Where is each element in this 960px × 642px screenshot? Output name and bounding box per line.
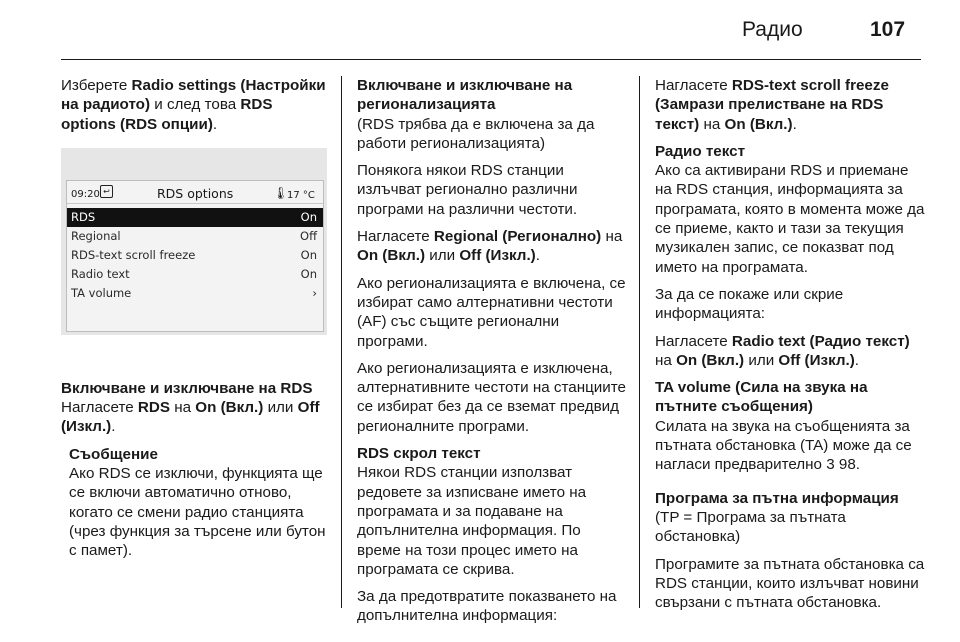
column-divider-1 [341, 76, 342, 608]
header-rule [61, 59, 921, 60]
rds-scroll-text: Някои RDS станции използват редовете за изписване името на програмата и за подаване на допълнителна информация. По време на този процес името на програмата се скрива. [357, 464, 587, 578]
scroll-freeze-paragraph: Нагласете RDS-text scroll freeze (Замрази прелистване на RDS текст) на On (Вкл.). [655, 77, 889, 133]
tp-paragraph: Програмите за пътната обстановка са RDS станции, които излъчват новини свързани с пътната обстановка. [655, 555, 925, 612]
section-heading-rds-toggle: Включване и изключване на RDS [61, 379, 313, 397]
column-divider-2 [639, 76, 640, 608]
rds-options-screenshot [61, 148, 327, 335]
option-row-radio-text: Radio text On [71, 266, 317, 281]
section-heading-ta-volume: TA volume (Сила на звука на пътните съобщения) [655, 379, 868, 416]
screen-status-bar [67, 181, 323, 204]
regional-prerequisite: (RDS трябва да е включена за да работи регионализацията) [357, 115, 595, 152]
page-reference-link[interactable]: 3 98. [826, 456, 860, 474]
rds-scroll-paragraph: За да предотвратите показването на допълнителна информация: [357, 588, 617, 625]
option-row-rds: RDS On [67, 208, 323, 227]
back-icon: ↩ [100, 185, 113, 198]
column-2 [357, 76, 627, 634]
screen-time: 09:20 [71, 188, 100, 200]
radio-text-description: Ако са активирани RDS и приемане на RDS станция, информацията за програмата, която в момента може да се приеме, както и тази за текущия музикален запис, се показват под името на програмата. [655, 162, 925, 276]
screen-title: RDS options [157, 185, 234, 201]
regional-paragraph-4: Ако регионализацията е изключена, алтернативните честоти на станциите се избират без да се вземат предвид регионалните програми. [357, 359, 626, 435]
ta-volume-text: Силата на звука на съобщенията за пътната обстановка (TA) може да се нагласи предварително 3 98. [655, 417, 912, 474]
screen-temperature: 17 °C [287, 189, 315, 201]
column-1 [61, 76, 327, 561]
radio-text-paragraph-1: За да се покаже или скрие информацията: [655, 285, 844, 323]
option-row-scroll-freeze: RDS-text scroll freeze On [71, 247, 317, 262]
option-row-ta-volume: TA volume › [71, 285, 317, 300]
regional-paragraph-2: Нагласете Regional (Регионално) на On (Вкл.) или Off (Изкл.). [357, 228, 623, 265]
display-screen [66, 180, 324, 332]
intro-paragraph: Изберете Radio settings (Настройки на радиото) и след това RDS options (RDS опции). [61, 77, 326, 133]
regional-paragraph-1: Понякога някои RDS станции излъчват регионално различни програми на различни честоти. [357, 162, 578, 218]
note-text: Ако RDS се изключи, функцията ще се включи автоматично отново, когато се смени радио станцията (чрез функция за търсене или бутон с памет). [69, 465, 326, 560]
tp-definition: (TP = Програма за пътната обстановка) [655, 508, 846, 546]
section-heading-regional: Включване и изключване на регионализацията [357, 77, 573, 114]
section-heading-rds-scroll: RDS скрол текст [357, 445, 481, 463]
rds-toggle-paragraph: Нагласете RDS на On (Вкл.) или Off (Изкл.). [61, 399, 320, 436]
regional-paragraph-3: Ако регионализацията е включена, се избират само алтернативни честоти (AF) със същите регионални програми. [357, 274, 626, 350]
column-3 [655, 76, 925, 620]
page-title: Радио [742, 18, 803, 41]
option-row-regional: Regional Off [71, 228, 317, 243]
note-block [61, 445, 327, 561]
options-list [67, 208, 323, 303]
page-number: 107 [870, 18, 906, 41]
note-heading: Съобщение [69, 445, 158, 463]
section-heading-tp: Програма за пътна информация [655, 489, 899, 507]
section-heading-radio-text: Радио текст [655, 142, 746, 160]
radio-text-paragraph-2: Нагласете Radio text (Радио текст) на On (Вкл.) или Off (Изкл.). [655, 332, 910, 369]
thermometer-icon: 🌡 [273, 185, 289, 200]
